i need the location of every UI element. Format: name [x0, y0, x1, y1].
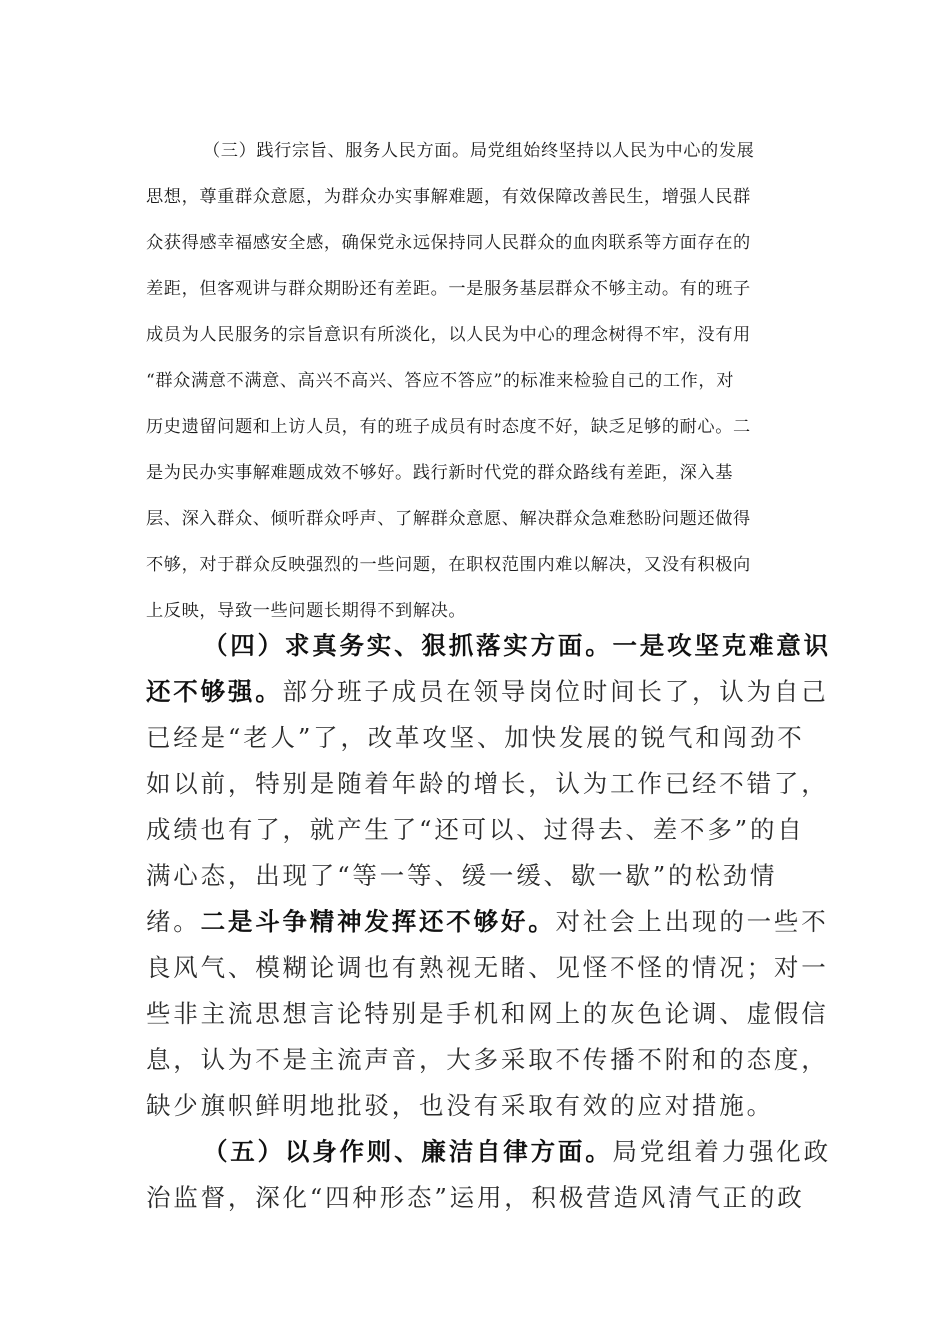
paragraph-line: 些非主流思想言论特别是手机和网上的灰色论调、虚假信 — [146, 999, 829, 1028]
paragraph-line: 上反映，导致一些问题长期得不到解决。 — [146, 601, 467, 621]
paragraph-line: 历史遗留问题和上访人员，有的班子成员有时态度不好，缺乏足够的耐心。二 — [146, 417, 751, 437]
key-point: 还不够强。 — [146, 677, 283, 706]
section-heading: （四）求真务实、狠抓落实方面。一是攻坚克难意识 — [203, 631, 831, 660]
paragraph-line: 差距，但客观讲与群众期盼还有差距。一是服务基层群众不够主动。有的班子 — [146, 279, 751, 299]
paragraph-line: 良风气、模糊论调也有熟视无睹、见怪不怪的情况；对一 — [146, 953, 829, 982]
paragraph-line — [146, 673, 829, 708]
paragraph-line: 成绩也有了，就产生了“还可以、过得去、差不多”的自 — [146, 815, 805, 844]
paragraph-line: 缺少旗帜鲜明地批驳，也没有采取有效的应对措施。 — [146, 1091, 774, 1120]
paragraph-line: （三）践行宗旨、服务人民方面。局党组始终坚持以人民为中心的发展 — [203, 141, 755, 161]
body-text: 局党组着力强化政 — [612, 1137, 831, 1166]
paragraph-line: “群众满意不满意、高兴不高兴、答应不答应”的标准来检验自己的工作，对 — [146, 371, 734, 391]
paragraph-line: 已经是“老人”了，改革攻坚、加快发展的锐气和闯劲不 — [146, 723, 805, 752]
paragraph-line — [146, 903, 829, 938]
paragraph-line: 是为民办实事解难题成效不够好。践行新时代党的群众路线有差距，深入基 — [146, 463, 733, 483]
paragraph-line: 层、深入群众、倾听群众呼声、了解群众意愿、解决群众急难愁盼问题还做得 — [146, 509, 751, 529]
paragraph-line: 满心态，出现了“等一等、缓一缓、歇一歇”的松劲情 — [146, 861, 778, 890]
body-text: 部分班子成员在领导岗位时间长了，认为自己 — [282, 677, 829, 706]
paragraph-line: 治监督，深化“四种形态”运用，积极营造风清气正的政 — [146, 1183, 805, 1212]
paragraph-line: 如以前，特别是随着年龄的增长，认为工作已经不错了， — [146, 769, 829, 798]
paragraph-line — [203, 1133, 831, 1168]
body-text: 绪。 — [146, 907, 201, 936]
paragraph-line: 成员为人民服务的宗旨意识有所淡化，以人民为中心的理念树得不牢，没有用 — [146, 325, 751, 345]
key-point: 二是斗争精神发挥还不够好。 — [200, 907, 556, 936]
paragraph-line: 不够，对于群众反映强烈的一些问题，在职权范围内难以解决，又没有积极向 — [146, 555, 751, 575]
paragraph-line: 思想，尊重群众意愿，为群众办实事解难题，有效保障改善民生，增强人民群 — [146, 187, 751, 207]
paragraph-line: 息，认为不是主流声音，大多采取不传播不附和的态度， — [146, 1045, 829, 1074]
paragraph-line: 众获得感幸福感安全感，确保党永远保持同人民群众的血肉联系等方面存在的 — [146, 233, 751, 253]
body-text: 对社会上出现的一些不 — [555, 907, 829, 936]
section-heading: （五）以身作则、廉洁自律方面。 — [203, 1137, 613, 1166]
paragraph-line — [203, 627, 831, 662]
